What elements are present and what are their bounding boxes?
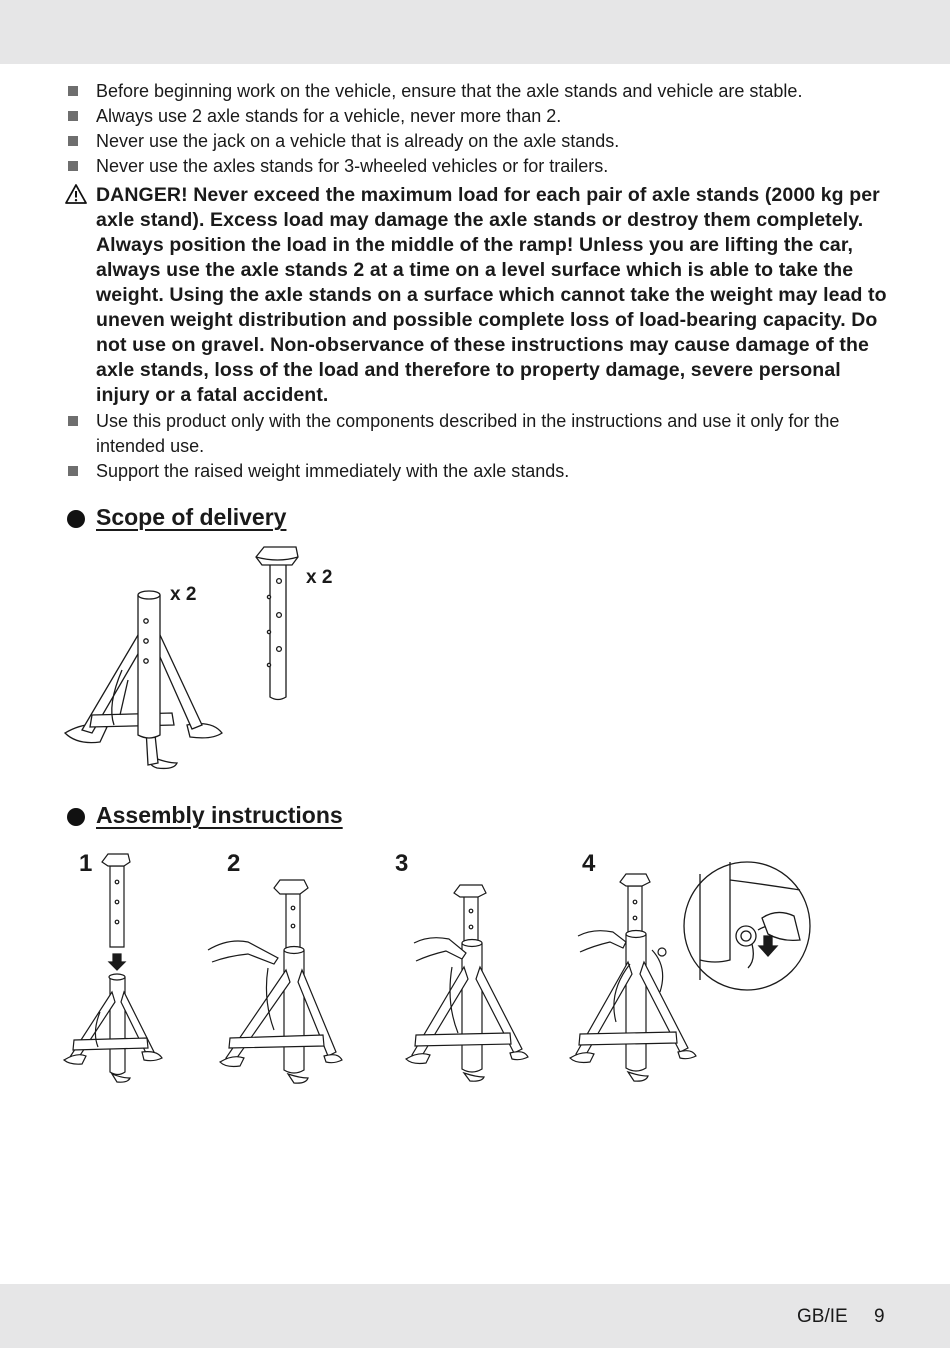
step-2-illustration xyxy=(208,880,343,1085)
stand-quantity-label: x 2 xyxy=(170,584,197,605)
danger-warning-text: DANGER! Never exceed the maximum load for each pair of axle stands (2000 kg per axle stand). Excess load may damage the axle stands or destroy them completely. Always position the load in the middle of the ramp! Unless you are lifting the car, always use the axle stands 2 at a time on a level surface which is able to take the weight. Using the axle stands on a surface which cannot take the weight may lead to uneven weight distribution and possible complete loss of load-bearing capacity. Do not use on gravel. Non-observance of these instructions may cause damage of the axle stands, loss of the load and therefore to property damage, severe personal injury or a fatal accident. xyxy=(96,184,887,406)
step-number: 4 xyxy=(582,850,596,877)
header-band xyxy=(0,0,950,64)
bullet-item: Support the raised weight immediately with the axle stands. xyxy=(96,461,570,481)
column-quantity-label: x 2 xyxy=(306,567,333,588)
section-bullet xyxy=(67,808,85,826)
section-bullet xyxy=(67,510,85,528)
step-3-illustration xyxy=(404,883,529,1083)
step-number: 2 xyxy=(227,850,241,877)
footer-language-code: GB/IE xyxy=(797,1306,848,1327)
bullet-item: Never use the jack on a vehicle that is already on the axle stands. xyxy=(96,131,620,151)
bullet-item: Never use the axles stands for 3-wheeled vehicles or for trailers. xyxy=(96,156,609,176)
axle-stand-base-illustration xyxy=(62,585,227,770)
bullet-marker xyxy=(68,86,78,96)
scope-of-delivery-heading: Scope of delivery xyxy=(96,504,287,530)
bullet-item: Always use 2 axle stands for a vehicle, never more than 2. xyxy=(96,106,562,126)
bullet-marker xyxy=(68,416,78,426)
bullet-item: Use this product only with the components described in the instructions and use it only for the intended use. xyxy=(96,411,840,456)
step-number: 1 xyxy=(79,850,93,877)
bullet-marker xyxy=(68,466,78,476)
bullet-marker xyxy=(68,136,78,146)
pin-detail-inset-illustration xyxy=(682,860,812,992)
bullet-marker xyxy=(68,111,78,121)
lifting-column-illustration xyxy=(252,545,302,703)
assembly-instructions-heading: Assembly instructions xyxy=(96,802,343,828)
step-1-illustration xyxy=(62,852,167,1084)
step-number: 3 xyxy=(395,850,409,877)
bullet-item: Before beginning work on the vehicle, ensure that the axle stands and vehicle are stable. xyxy=(96,81,803,101)
warning-triangle-icon xyxy=(65,184,87,204)
bullet-marker xyxy=(68,161,78,171)
step-4-illustration xyxy=(568,872,698,1086)
page-number: 9 xyxy=(874,1306,885,1327)
